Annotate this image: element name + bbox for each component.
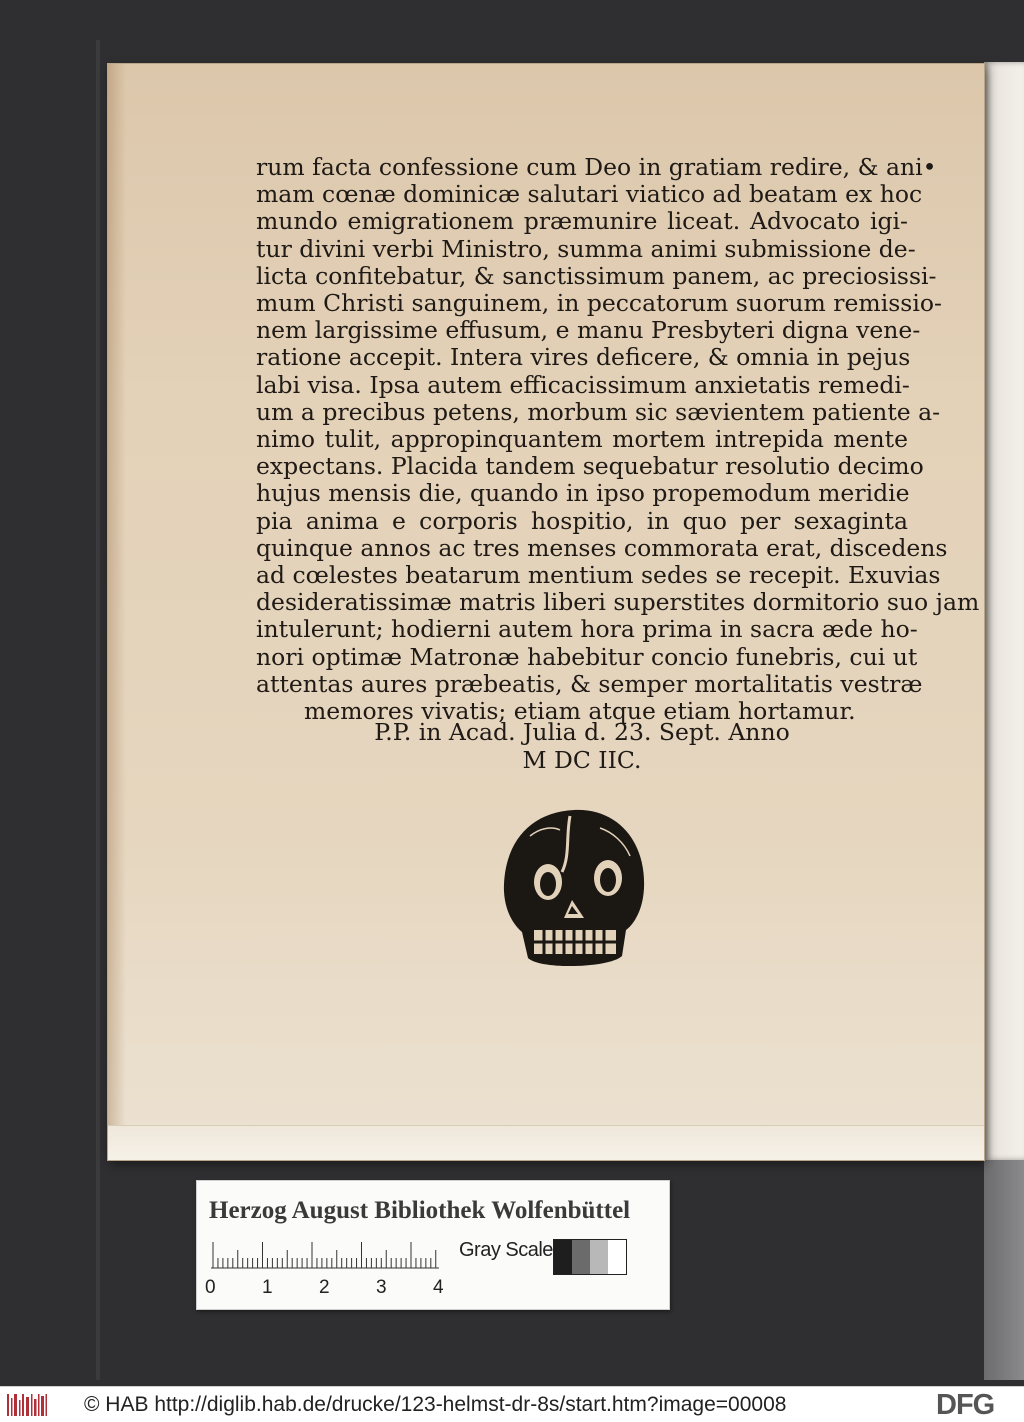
text-line: hujus mensis die, quando in ipso propemodum meridie [256, 479, 910, 508]
text-line: mam cœnæ dominicæ salutari viatico ad beatam ex hoc [256, 180, 923, 209]
ruler-number: 1 [262, 1277, 273, 1298]
text-line: tur divini verbi Ministro, summa animi submissione de- [256, 234, 916, 263]
text-line: nem largissime effusum, e manu Presbyteri digna vene- [256, 316, 921, 345]
page-bottom-margin [108, 1125, 984, 1160]
imprint-year: M DC IIC. [522, 746, 642, 774]
text-line: ratione accepit. Intera vires deficere, & omnia in pejus [256, 343, 911, 372]
text-line: um a precibus petens, morbum sic sævientem patiente a- [256, 397, 941, 426]
copyright-url[interactable]: © HAB http://diglib.hab.de/drucke/123-helmst-dr-8s/start.htm?image=00008 [84, 1393, 787, 1416]
page-edge-shading [108, 64, 126, 1160]
library-name: Herzog August Bibliothek Wolfenbüttel [209, 1197, 631, 1224]
gray-scale-label: Gray Scale [459, 1239, 553, 1261]
skull-woodcut [500, 806, 648, 974]
ruler-number: 3 [376, 1277, 387, 1298]
text-line: nimo tulit, appropinquantem mortem intrepida mente [256, 425, 908, 454]
library-color-card [196, 1180, 670, 1310]
ruler-scale [211, 1239, 439, 1269]
text-line: labi visa. Ipsa autem efficacissimum anxietatis remedi- [256, 370, 910, 399]
ruler-number: 0 [205, 1277, 216, 1298]
dfg-logo: DFG [936, 1389, 995, 1421]
text-line: attentas aures præbeatis, & semper mortalitatis vestræ [256, 669, 923, 698]
gray-swatch [608, 1240, 626, 1274]
text-line: nori optimæ Matronæ habebitur concio funebris, cui ut [256, 642, 918, 671]
text-line: memores vivatis; etiam atque etiam hortamur. [304, 697, 856, 726]
ruler-numbers [205, 1277, 445, 1301]
text-line: expectans. Placida tandem sequebatur resolutio decimo [256, 452, 924, 481]
adjacent-page-shadow [984, 1160, 1024, 1380]
gray-swatch [590, 1240, 608, 1274]
text-line: rum facta confessione cum Deo in gratiam redire, & ani• [256, 153, 937, 181]
text-line: quinque annos ac tres menses commorata erat, discedens [256, 533, 948, 562]
gray-swatch [572, 1240, 590, 1274]
gray-swatch [554, 1240, 572, 1274]
text-line: mundo emigrationem præmunire liceat. Advocato igi- [256, 207, 908, 236]
text-line: pia anima e corporis hospitio, in quo per sexaginta [256, 506, 908, 535]
text-line: licta confitebatur, & sanctissimum panem, ac preciosissi- [256, 261, 937, 290]
gray-scale-swatches [553, 1239, 627, 1275]
text-line: ad cœlestes beatarum mentium sedes se recepit. Exuvias [256, 561, 941, 590]
body-text [256, 153, 980, 726]
skull-icon [500, 806, 648, 974]
text-line: mum Christi sanguinem, in peccatorum suorum remissio- [256, 289, 942, 318]
ruler-number: 2 [319, 1277, 330, 1298]
adjacent-page-strip [984, 62, 1024, 1160]
text-line: intulerunt; hodierni autem hora prima in sacra æde ho- [256, 615, 918, 644]
viewer-footer [0, 1386, 1024, 1422]
imprint-line: P.P. in Acad. Julia d. 23. Sept. Anno [374, 718, 790, 746]
ruler-number: 4 [433, 1277, 444, 1298]
text-line: desideratissimæ matris liberi superstites dormitorio suo jam [256, 588, 980, 617]
barcode-icon [6, 1392, 48, 1418]
scan-edge [96, 40, 100, 1380]
